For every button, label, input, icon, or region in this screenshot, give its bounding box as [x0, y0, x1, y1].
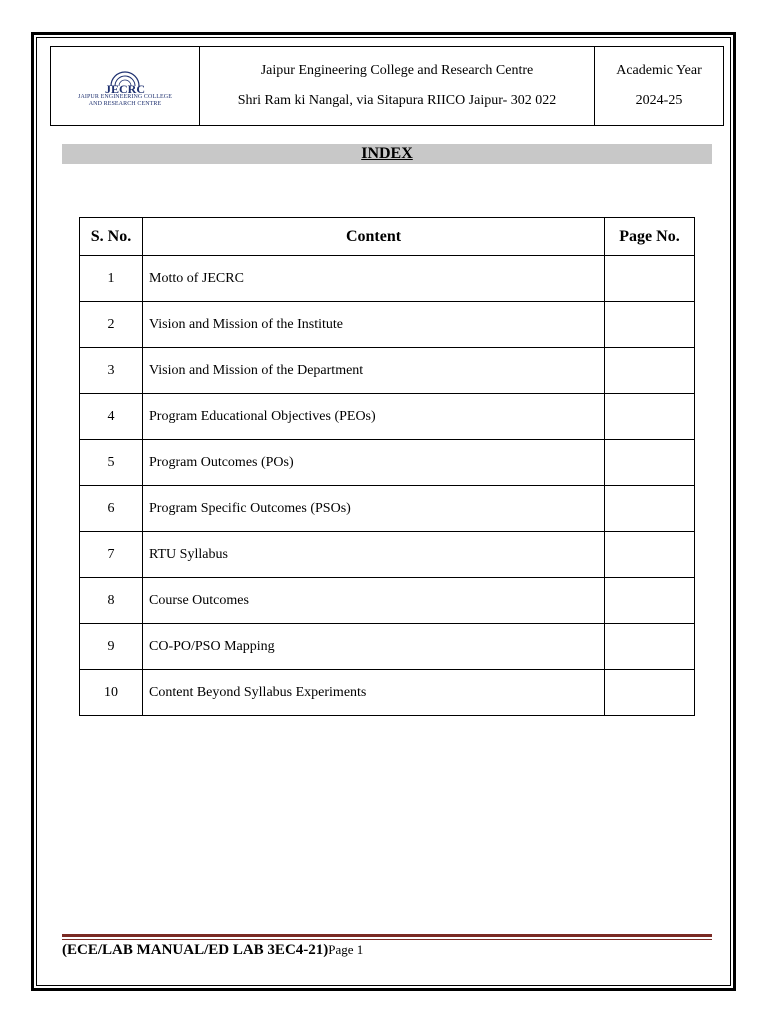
- row-sno: 4: [80, 394, 143, 440]
- row-sno: 2: [80, 302, 143, 348]
- row-sno: 8: [80, 578, 143, 624]
- column-header-sno: S. No.: [80, 218, 143, 256]
- table-row: [80, 440, 695, 486]
- index-header-row: [80, 218, 695, 256]
- row-page: [605, 486, 695, 532]
- column-header-content: Content: [143, 218, 605, 256]
- table-row: [80, 578, 695, 624]
- logo-cell: [51, 47, 200, 126]
- college-info-cell: [200, 47, 595, 126]
- header-table: [50, 46, 724, 126]
- row-page: [605, 624, 695, 670]
- table-row: [80, 670, 695, 716]
- manual-code: (ECE/LAB MANUAL/ED LAB 3EC4-21): [62, 942, 329, 958]
- row-content: Motto of JECRC: [143, 256, 605, 302]
- row-content: CO-PO/PSO Mapping: [143, 624, 605, 670]
- row-content: RTU Syllabus: [143, 532, 605, 578]
- table-row: [80, 256, 695, 302]
- footer: [62, 942, 363, 959]
- row-page: [605, 532, 695, 578]
- college-logo: [51, 64, 199, 108]
- row-content: Content Beyond Syllabus Experiments: [143, 670, 605, 716]
- footer-rule-thick: [62, 934, 712, 937]
- academic-year-value: 2024-25: [635, 93, 683, 108]
- table-row: [80, 394, 695, 440]
- row-sno: 10: [80, 670, 143, 716]
- row-sno: 6: [80, 486, 143, 532]
- college-address: Shri Ram ki Nangal, via Sitapura RIICO Jaipur- 302 022: [237, 93, 557, 108]
- row-content: Program Educational Objectives (PEOs): [143, 394, 605, 440]
- row-sno: 1: [80, 256, 143, 302]
- footer-rule-thin: [62, 939, 712, 940]
- page-number: Page 1: [328, 942, 364, 957]
- row-content: Program Specific Outcomes (PSOs): [143, 486, 605, 532]
- row-sno: 7: [80, 532, 143, 578]
- row-page: [605, 578, 695, 624]
- index-title: INDEX: [361, 145, 413, 162]
- row-content: Vision and Mission of the Department: [143, 348, 605, 394]
- college-name: Jaipur Engineering College and Research Centre: [260, 63, 534, 78]
- logo-arc-icon: [101, 64, 149, 94]
- logo-line-1: JAIPUR ENGINEERING COLLEGE: [78, 94, 172, 100]
- row-page: [605, 670, 695, 716]
- row-page: [605, 256, 695, 302]
- logo-brand-text: JECRC: [104, 82, 146, 94]
- academic-year-label: Academic Year: [616, 63, 702, 78]
- table-row: [80, 302, 695, 348]
- index-table: [79, 217, 695, 716]
- index-title-bar: [62, 144, 712, 164]
- row-sno: 9: [80, 624, 143, 670]
- table-row: [80, 624, 695, 670]
- academic-year-cell: [595, 47, 724, 126]
- row-page: [605, 440, 695, 486]
- row-content: Vision and Mission of the Institute: [143, 302, 605, 348]
- table-row: [80, 348, 695, 394]
- index-rows: [80, 256, 695, 716]
- row-sno: 5: [80, 440, 143, 486]
- column-header-page: Page No.: [605, 218, 695, 256]
- logo-line-2: AND RESEARCH CENTRE: [88, 101, 162, 107]
- row-sno: 3: [80, 348, 143, 394]
- row-page: [605, 394, 695, 440]
- row-page: [605, 302, 695, 348]
- row-content: Course Outcomes: [143, 578, 605, 624]
- table-row: [80, 486, 695, 532]
- row-page: [605, 348, 695, 394]
- row-content: Program Outcomes (POs): [143, 440, 605, 486]
- table-row: [80, 532, 695, 578]
